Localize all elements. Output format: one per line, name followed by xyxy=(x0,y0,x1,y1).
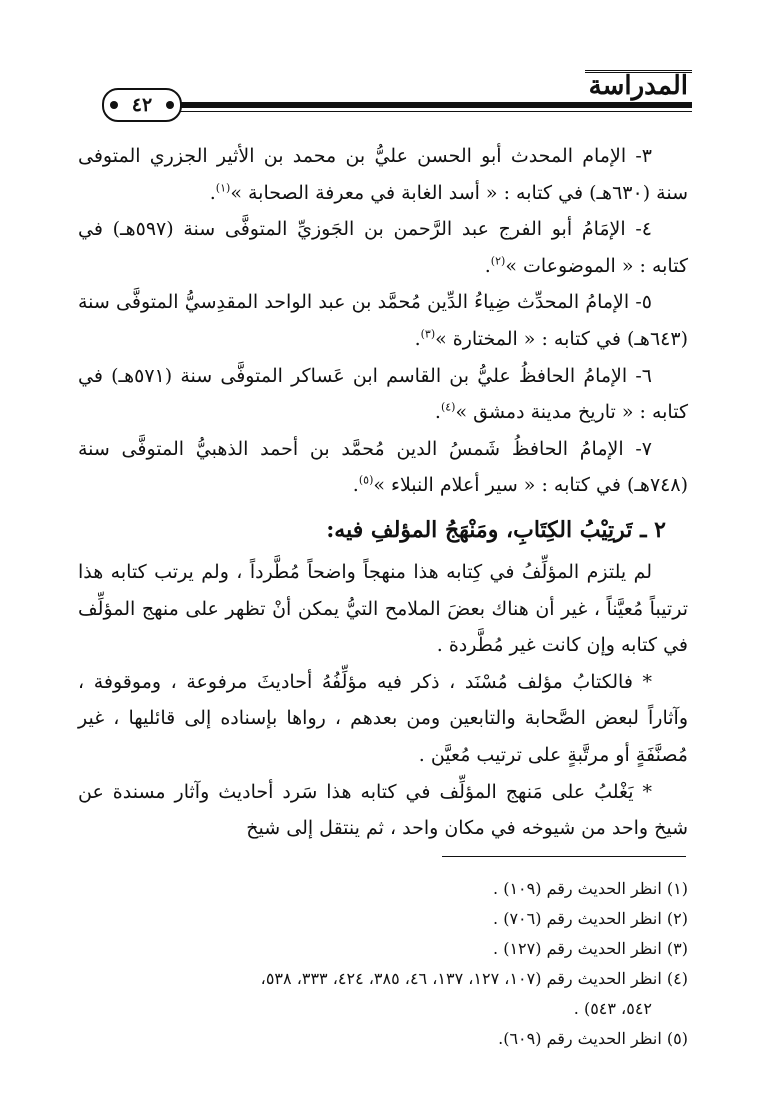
header-rule-thin xyxy=(172,111,692,112)
footnote-ref: (٢) xyxy=(490,254,506,268)
footnote: (٤) انظر الحديث رقم (١٠٧، ١٢٧، ١٣٧، ٤٦، ٣٨٥، ٤٢٤، ٣٣٣، ٥٣٨، xyxy=(260,969,688,988)
list-item: ٦- الإمامُ الحافظُ عليُّ بن القاسم ابن عَساكر المتوفَّى سنة (٥٧١هـ) في كتابه : « تاريخ مدينة دمشق »$^{(٤)}$. xyxy=(78,364,688,424)
page-header xyxy=(92,71,692,124)
list-item: ٤- الإمَامُ أبو الفرج عبد الرَّحمن بن الجَوزيِّ المتوفَّى سنة (٥٩٧هـ) في كتابه : « الموضوعات »$^{(٢)}$. xyxy=(78,218,688,277)
footnote: (٣) انظر الحديث رقم (١٢٧) . xyxy=(493,939,688,958)
section-heading: ٢ ـ تَرتِيْبُ الكِتَابِ، ومَنْهَجُ المؤلفِ فيه: xyxy=(326,516,666,543)
footnote: (٢) انظر الحديث رقم (٧٠٦) . xyxy=(493,909,688,928)
footnote: (٥) انظر الحديث رقم (٦٠٩). xyxy=(498,1029,688,1048)
paragraph: لم يلتزم المؤلِّفُ في كِتابه هذا منهجاً واضحاً مُطَّرداً ، ولم يرتب كتابه هذا ترتيباً مُعيَّناً ، غير أن هناك بعضَ الملامح التيُّ يمكن أنْ تظهر على منهج المؤلِّف في كتابه وإن كانت غير مُطَّردة . xyxy=(78,560,688,657)
page-number-badge xyxy=(102,88,182,122)
list-item: ٣- الإمام المحدث أبو الحسن عليُّ بن محمد بن الأثير الجزري المتوفى سنة (٦٣٠هـ) في كتابه : « أسد الغابة في معرفة الصحابة »$^{(١)}$. xyxy=(78,145,688,204)
footnote-separator xyxy=(442,856,686,857)
footnote-continuation: ٥٤٢، ٥٤٣) . xyxy=(573,999,652,1018)
footnote-ref: (٥) xyxy=(358,474,374,488)
header-rule-thick xyxy=(172,102,692,108)
running-title: المدراسة xyxy=(585,70,692,99)
footnote-ref: (٣) xyxy=(420,327,436,341)
paragraph: * يَغْلبُ على مَنهج المؤلِّف في كتابه هذا سَرد أحاديث وآثار مسندة عن شيخ واحد من شيوخه في مكان واحد ، ثم ينتقل إلى شيخ xyxy=(78,780,688,840)
footnote: (١) انظر الحديث رقم (١٠٩) . xyxy=(493,879,688,898)
footnotes xyxy=(78,874,688,1054)
footnote-ref: (٤) xyxy=(440,400,456,414)
paragraph: * فالكتابُ مؤلف مُسْنَد ، ذكر فيه مؤلِّفُهُ أحاديثَ مرفوعة ، وموقوفة ، وآثاراً لبعض الصَّحابة والتابعين ومن بعدهم ، رواها بإسناده إلى قائليها ، غير مُصنَّفَةٍ أو مرتَّبةٍ على ترتيب مُعيَّن . xyxy=(78,670,688,766)
list-item: ٧- الإمامُ الحافظُ شَمسُ الدين مُحمَّد بن أحمد الذهبيُّ المتوفَّى سنة (٧٤٨هـ) في كتابه : « سير أعلام النبلاء »$^{(٥)}$. xyxy=(78,437,688,497)
footnote-ref: (١) xyxy=(215,181,231,195)
page-body xyxy=(78,138,688,847)
list-item: ٥- الإمامُ المحدِّث ضِياءُ الدِّين مُحمَّد بن عبد الواحد المقدِسيُّ المتوفَّى سنة (٦٤٣هـ) في كتابه : « المختارة »$^{(٣)}$. xyxy=(78,291,688,350)
page-number: ٤٢ xyxy=(131,94,153,116)
